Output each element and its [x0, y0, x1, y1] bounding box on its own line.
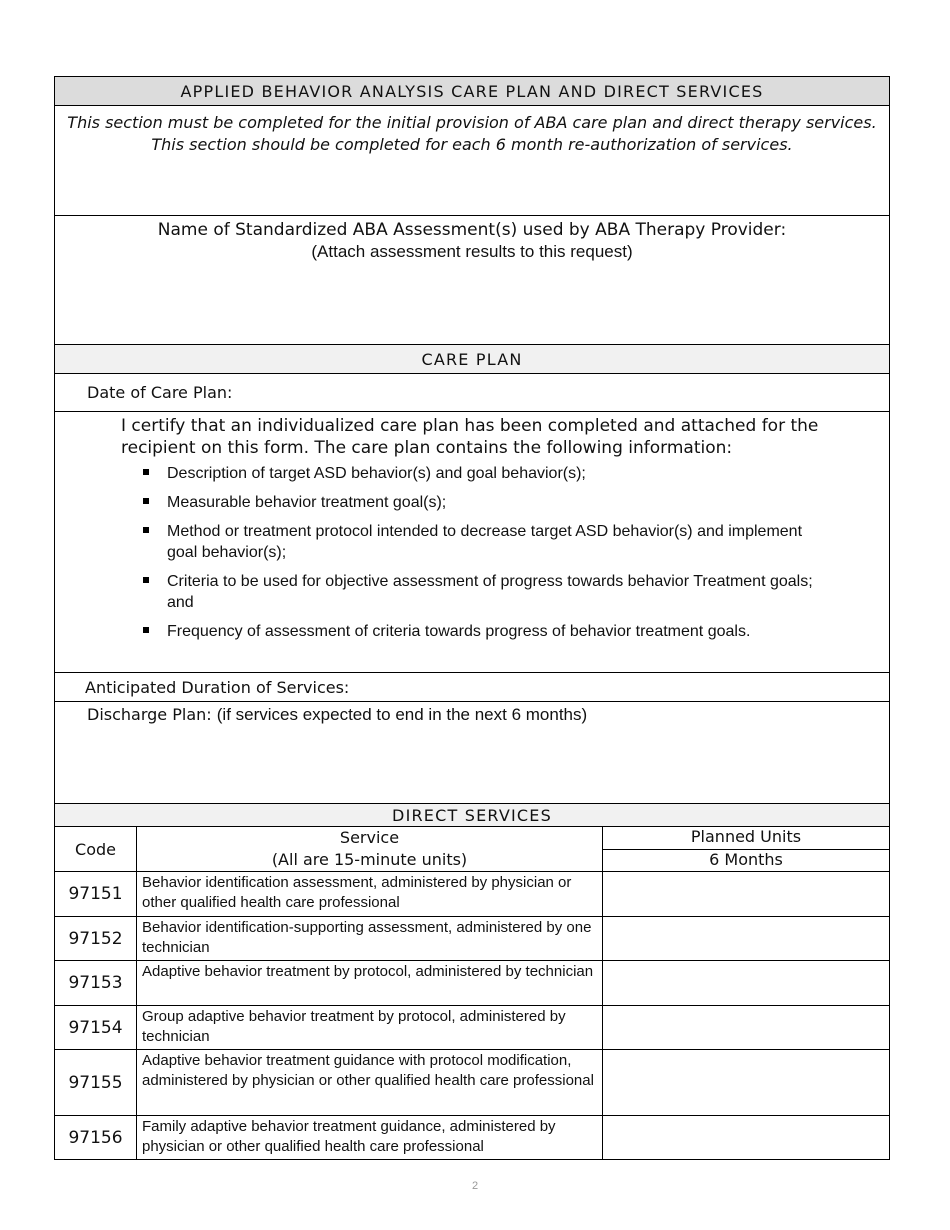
column-header-six-months: 6 Months — [603, 849, 890, 872]
planned-units-input[interactable] — [603, 1050, 890, 1116]
column-header-code: Code — [55, 827, 137, 872]
form-title: APPLIED BEHAVIOR ANALYSIS CARE PLAN AND DIRECT SERVICES — [55, 77, 890, 106]
care-plan-date-label: Date of Care Plan: — [87, 383, 233, 402]
service-description: Group adaptive behavior treatment by protocol, administered by technician — [137, 1006, 603, 1050]
requirement-item: Method or treatment protocol intended to decrease target ASD behavior(s) and implement goal behavior(s); — [167, 521, 827, 563]
table-row — [55, 961, 890, 1006]
requirement-item: Criteria to be used for objective assessment of progress towards behavior Treatment goals; and — [167, 571, 827, 613]
planned-units-input[interactable] — [603, 872, 890, 917]
assessment-note: (Attach assessment results to this request) — [311, 242, 633, 261]
service-header-note: (All are 15-minute units) — [271, 850, 468, 869]
planned-units-input[interactable] — [603, 1006, 890, 1050]
service-code: 97155 — [55, 1050, 137, 1116]
care-plan-requirements-list — [55, 463, 889, 642]
service-code: 97153 — [55, 961, 137, 1006]
anticipated-duration-field[interactable] — [55, 673, 890, 702]
planned-units-input[interactable] — [603, 917, 890, 961]
table-row — [55, 917, 890, 961]
service-description: Behavior identification-supporting assessment, administered by one technician — [137, 917, 603, 961]
intro-line-2: This section should be completed for each 6 month re-authorization of services. — [151, 135, 793, 154]
table-row — [55, 1116, 890, 1160]
certify-text: I certify that an individualized care plan has been completed and attached for the recipient on this form. The care plan contains the following information: — [121, 416, 819, 458]
service-code: 97152 — [55, 917, 137, 961]
assessment-field[interactable] — [55, 216, 890, 345]
assessment-label: Name of Standardized ABA Assessment(s) used by ABA Therapy Provider: — [157, 220, 787, 240]
anticipated-duration-label: Anticipated Duration of Services: — [85, 677, 350, 697]
discharge-plan-label: Discharge Plan: — [87, 705, 212, 724]
care-plan-header: CARE PLAN — [55, 345, 890, 374]
requirement-item: Description of target ASD behavior(s) and goal behavior(s); — [167, 463, 827, 484]
requirement-item: Frequency of assessment of criteria towards progress of behavior treatment goals. — [167, 621, 827, 642]
column-header-service — [137, 827, 603, 872]
care-plan-date-field[interactable] — [55, 374, 890, 412]
service-code: 97154 — [55, 1006, 137, 1050]
intro-line-1: This section must be completed for the initial provision of ABA care plan and direct therapy services. — [67, 113, 877, 132]
service-description: Adaptive behavior treatment guidance with protocol modification, administered by physician or other qualified health care professional — [137, 1050, 603, 1116]
column-header-planned-units: Planned Units — [603, 827, 890, 850]
service-code: 97156 — [55, 1116, 137, 1160]
intro-instructions — [55, 106, 890, 216]
service-description: Adaptive behavior treatment by protocol, administered by technician — [137, 961, 603, 1006]
service-header-label: Service — [339, 828, 400, 847]
planned-units-input[interactable] — [603, 1116, 890, 1160]
direct-services-header: DIRECT SERVICES — [55, 804, 890, 827]
service-description: Behavior identification assessment, administered by physician or other qualified health care professional — [137, 872, 603, 917]
discharge-plan-field[interactable] — [55, 702, 890, 804]
care-plan-certification — [55, 412, 890, 673]
service-code: 97151 — [55, 872, 137, 917]
table-row — [55, 1006, 890, 1050]
planned-units-input[interactable] — [603, 961, 890, 1006]
discharge-plan-note: (if services expected to end in the next 6 months) — [216, 705, 588, 724]
page-number: 2 — [471, 1180, 479, 1192]
table-row — [55, 1050, 890, 1116]
requirement-item: Measurable behavior treatment goal(s); — [167, 492, 827, 513]
aba-care-plan-form — [54, 76, 890, 1160]
table-row — [55, 872, 890, 917]
service-description: Family adaptive behavior treatment guidance, administered by physician or other qualified health care professional — [137, 1116, 603, 1160]
